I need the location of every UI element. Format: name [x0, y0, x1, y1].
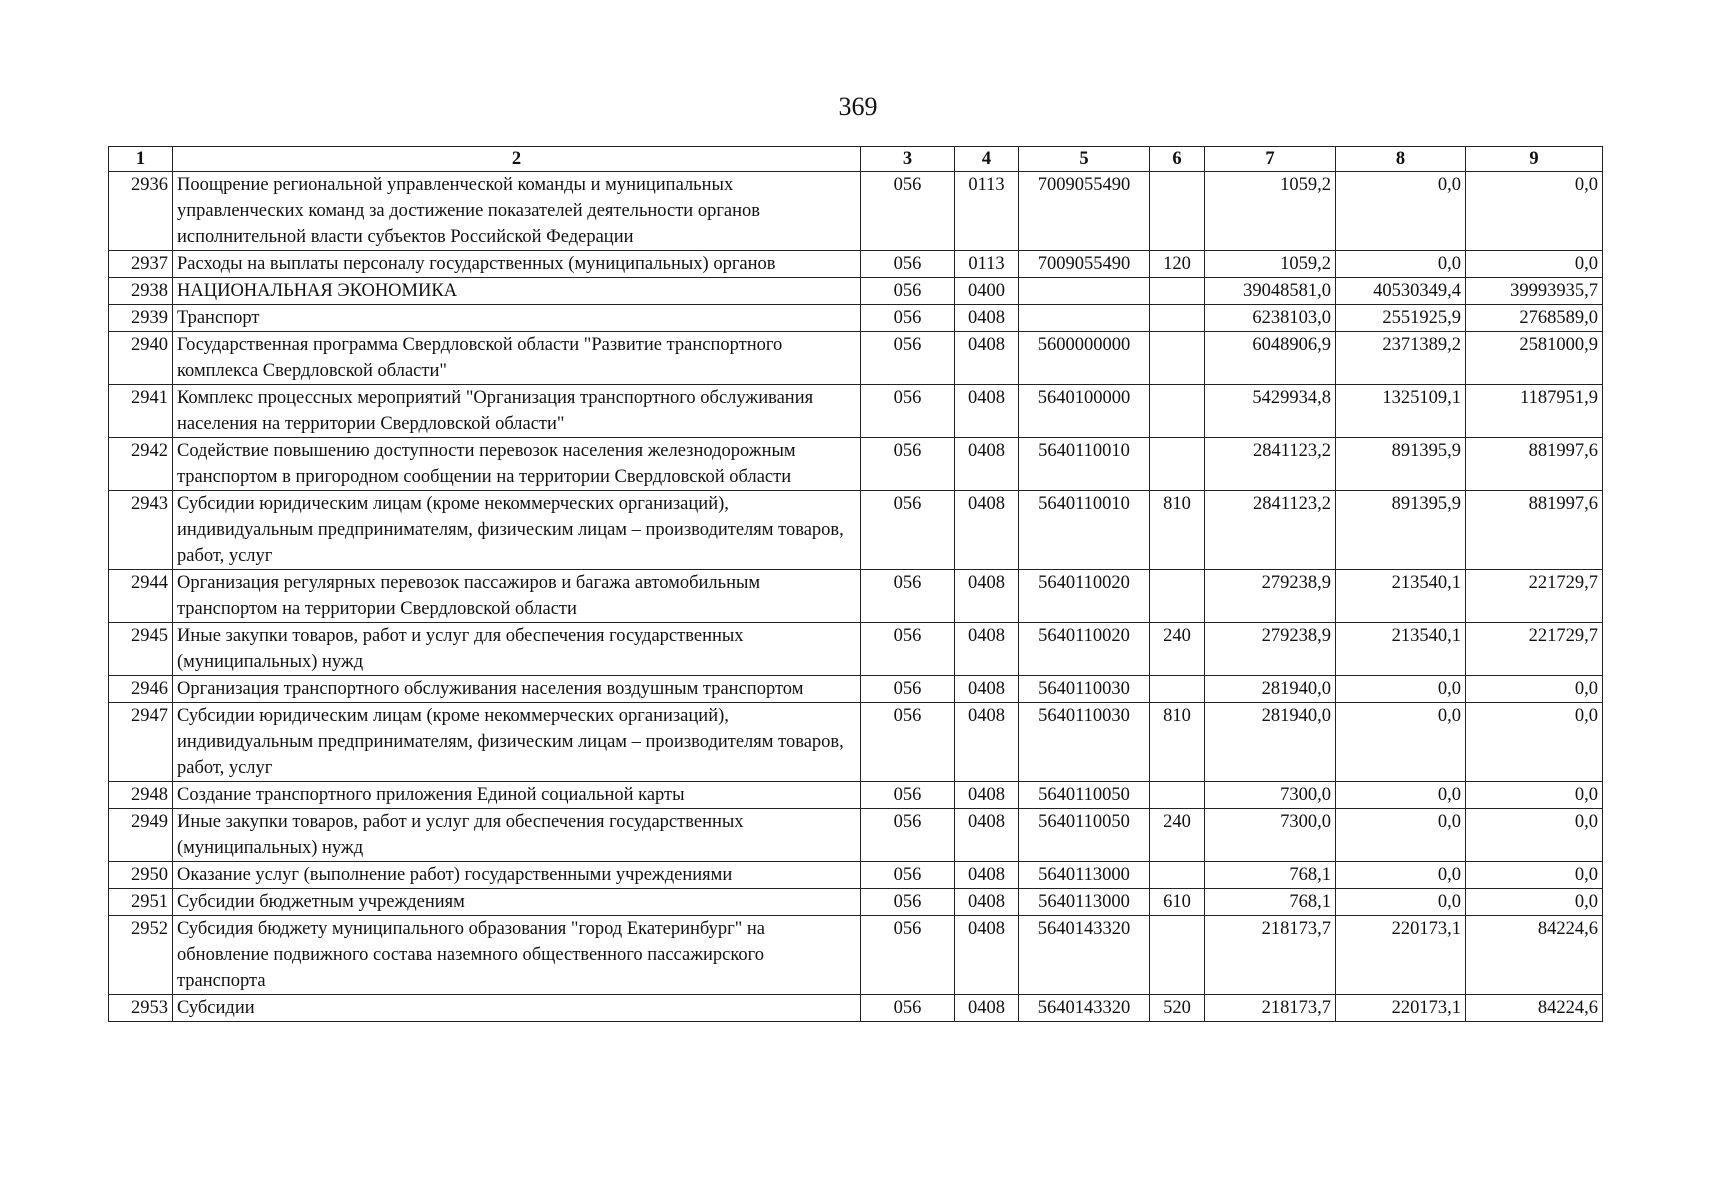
column-header: 7	[1205, 147, 1336, 172]
amount-year2-cell: 2551925,9	[1336, 305, 1466, 332]
amount-year1-cell: 1059,2	[1205, 251, 1336, 278]
table-row	[109, 570, 1603, 623]
ministry-code-cell: 056	[861, 809, 955, 862]
ministry-code-cell: 056	[861, 385, 955, 438]
page-number: 369	[838, 92, 878, 121]
amount-year1-cell: 6238103,0	[1205, 305, 1336, 332]
ministry-code-cell: 056	[861, 491, 955, 570]
amount-year3-cell: 0,0	[1466, 889, 1603, 916]
table-row	[109, 278, 1603, 305]
expense-type-cell	[1150, 862, 1205, 889]
ministry-code-cell: 056	[861, 703, 955, 782]
amount-year3-cell: 881997,6	[1466, 491, 1603, 570]
row-number-cell: 2953	[109, 995, 173, 1022]
expense-type-cell: 120	[1150, 251, 1205, 278]
row-number-cell: 2943	[109, 491, 173, 570]
expense-type-cell	[1150, 385, 1205, 438]
target-code-cell: 5640110030	[1019, 703, 1150, 782]
amount-year2-cell: 891395,9	[1336, 438, 1466, 491]
amount-year2-cell: 213540,1	[1336, 570, 1466, 623]
amount-year3-cell: 84224,6	[1466, 916, 1603, 995]
table-row	[109, 782, 1603, 809]
target-code-cell: 5640110050	[1019, 782, 1150, 809]
section-code-cell: 0408	[955, 676, 1019, 703]
amount-year2-cell: 0,0	[1336, 809, 1466, 862]
expense-type-cell: 810	[1150, 703, 1205, 782]
column-header: 5	[1019, 147, 1150, 172]
ministry-code-cell: 056	[861, 889, 955, 916]
expense-type-cell	[1150, 305, 1205, 332]
row-number-cell: 2952	[109, 916, 173, 995]
amount-year3-cell: 39993935,7	[1466, 278, 1603, 305]
item-name-cell: Организация транспортного обслуживания населения воздушным транспортом	[173, 676, 861, 703]
row-number-cell: 2951	[109, 889, 173, 916]
target-code-cell: 5640143320	[1019, 916, 1150, 995]
amount-year1-cell: 768,1	[1205, 889, 1336, 916]
section-code-cell: 0408	[955, 889, 1019, 916]
section-code-cell: 0408	[955, 332, 1019, 385]
expense-type-cell	[1150, 438, 1205, 491]
amount-year1-cell: 218173,7	[1205, 916, 1336, 995]
amount-year1-cell: 2841123,2	[1205, 438, 1336, 491]
ministry-code-cell: 056	[861, 862, 955, 889]
item-name-cell: Поощрение региональной управленческой команды и муниципальных управленческих команд за достижение показателей деятельности органов исполнительной власти субъектов Российской Федерации	[173, 172, 861, 251]
row-number-cell: 2941	[109, 385, 173, 438]
amount-year2-cell: 1325109,1	[1336, 385, 1466, 438]
table-row	[109, 385, 1603, 438]
ministry-code-cell: 056	[861, 278, 955, 305]
item-name-cell: Создание транспортного приложения Единой социальной карты	[173, 782, 861, 809]
table-row	[109, 623, 1603, 676]
amount-year2-cell: 0,0	[1336, 703, 1466, 782]
row-number-cell: 2940	[109, 332, 173, 385]
section-code-cell: 0113	[955, 172, 1019, 251]
expense-type-cell	[1150, 782, 1205, 809]
amount-year3-cell: 2581000,9	[1466, 332, 1603, 385]
section-code-cell: 0408	[955, 862, 1019, 889]
expense-type-cell: 520	[1150, 995, 1205, 1022]
column-header: 8	[1336, 147, 1466, 172]
amount-year1-cell: 1059,2	[1205, 172, 1336, 251]
target-code-cell: 5640110050	[1019, 809, 1150, 862]
expense-type-cell	[1150, 676, 1205, 703]
amount-year1-cell: 218173,7	[1205, 995, 1336, 1022]
expense-type-cell: 610	[1150, 889, 1205, 916]
item-name-cell: Субсидии юридическим лицам (кроме некоммерческих организаций), индивидуальным предпринимателям, физическим лицам – производителям товаров, работ, услуг	[173, 703, 861, 782]
row-number-cell: 2942	[109, 438, 173, 491]
amount-year3-cell: 0,0	[1466, 703, 1603, 782]
amount-year3-cell: 0,0	[1466, 251, 1603, 278]
column-header: 1	[109, 147, 173, 172]
amount-year1-cell: 281940,0	[1205, 676, 1336, 703]
amount-year2-cell: 891395,9	[1336, 491, 1466, 570]
amount-year2-cell: 0,0	[1336, 251, 1466, 278]
item-name-cell: Расходы на выплаты персоналу государственных (муниципальных) органов	[173, 251, 861, 278]
amount-year3-cell: 84224,6	[1466, 995, 1603, 1022]
target-code-cell: 5640110030	[1019, 676, 1150, 703]
item-name-cell: Субсидии юридическим лицам (кроме некоммерческих организаций), индивидуальным предпринимателям, физическим лицам – производителям товаров, работ, услуг	[173, 491, 861, 570]
row-number-cell: 2949	[109, 809, 173, 862]
item-name-cell: Содействие повышению доступности перевозок населения железнодорожным транспортом в пригородном сообщении на территории Свердловской области	[173, 438, 861, 491]
target-code-cell	[1019, 278, 1150, 305]
section-code-cell: 0408	[955, 438, 1019, 491]
amount-year3-cell: 221729,7	[1466, 623, 1603, 676]
column-header: 3	[861, 147, 955, 172]
section-code-cell: 0400	[955, 278, 1019, 305]
amount-year2-cell: 0,0	[1336, 782, 1466, 809]
target-code-cell: 7009055490	[1019, 172, 1150, 251]
table-row	[109, 491, 1603, 570]
table-row	[109, 332, 1603, 385]
table-header-row	[109, 147, 1603, 172]
row-number-cell: 2948	[109, 782, 173, 809]
table-row	[109, 703, 1603, 782]
amount-year2-cell: 0,0	[1336, 172, 1466, 251]
amount-year3-cell: 881997,6	[1466, 438, 1603, 491]
ministry-code-cell: 056	[861, 332, 955, 385]
amount-year2-cell: 40530349,4	[1336, 278, 1466, 305]
target-code-cell: 5640110010	[1019, 438, 1150, 491]
item-name-cell: Государственная программа Свердловской области "Развитие транспортного комплекса Свердловской области"	[173, 332, 861, 385]
item-name-cell: Оказание услуг (выполнение работ) государственными учреждениями	[173, 862, 861, 889]
amount-year2-cell: 220173,1	[1336, 995, 1466, 1022]
amount-year1-cell: 768,1	[1205, 862, 1336, 889]
item-name-cell: Комплекс процессных мероприятий "Организация транспортного обслуживания населения на территории Свердловской области"	[173, 385, 861, 438]
row-number-cell: 2945	[109, 623, 173, 676]
item-name-cell: НАЦИОНАЛЬНАЯ ЭКОНОМИКА	[173, 278, 861, 305]
target-code-cell: 5640100000	[1019, 385, 1150, 438]
amount-year1-cell: 5429934,8	[1205, 385, 1336, 438]
section-code-cell: 0408	[955, 995, 1019, 1022]
amount-year1-cell: 279238,9	[1205, 623, 1336, 676]
ministry-code-cell: 056	[861, 251, 955, 278]
item-name-cell: Организация регулярных перевозок пассажиров и багажа автомобильным транспортом на территории Свердловской области	[173, 570, 861, 623]
expense-type-cell	[1150, 916, 1205, 995]
section-code-cell: 0408	[955, 782, 1019, 809]
expense-type-cell	[1150, 172, 1205, 251]
target-code-cell: 5640113000	[1019, 889, 1150, 916]
ministry-code-cell: 056	[861, 623, 955, 676]
target-code-cell: 5640110010	[1019, 491, 1150, 570]
row-number-cell: 2939	[109, 305, 173, 332]
target-code-cell: 5640113000	[1019, 862, 1150, 889]
table-row	[109, 438, 1603, 491]
row-number-cell: 2938	[109, 278, 173, 305]
item-name-cell: Иные закупки товаров, работ и услуг для обеспечения государственных (муниципальных) нужд	[173, 809, 861, 862]
row-number-cell: 2947	[109, 703, 173, 782]
amount-year2-cell: 2371389,2	[1336, 332, 1466, 385]
budget-table	[108, 146, 1603, 1022]
table-body	[109, 172, 1603, 1022]
amount-year3-cell: 2768589,0	[1466, 305, 1603, 332]
section-code-cell: 0408	[955, 703, 1019, 782]
amount-year2-cell: 0,0	[1336, 676, 1466, 703]
amount-year1-cell: 2841123,2	[1205, 491, 1336, 570]
column-header: 6	[1150, 147, 1205, 172]
amount-year1-cell: 279238,9	[1205, 570, 1336, 623]
ministry-code-cell: 056	[861, 438, 955, 491]
column-header: 4	[955, 147, 1019, 172]
expense-type-cell	[1150, 278, 1205, 305]
target-code-cell: 7009055490	[1019, 251, 1150, 278]
amount-year3-cell: 0,0	[1466, 862, 1603, 889]
column-header: 2	[173, 147, 861, 172]
row-number-cell: 2946	[109, 676, 173, 703]
table-row	[109, 862, 1603, 889]
expense-type-cell: 810	[1150, 491, 1205, 570]
expense-type-cell: 240	[1150, 809, 1205, 862]
section-code-cell: 0113	[955, 251, 1019, 278]
ministry-code-cell: 056	[861, 916, 955, 995]
ministry-code-cell: 056	[861, 305, 955, 332]
section-code-cell: 0408	[955, 385, 1019, 438]
amount-year2-cell: 213540,1	[1336, 623, 1466, 676]
amount-year3-cell: 221729,7	[1466, 570, 1603, 623]
amount-year2-cell: 220173,1	[1336, 916, 1466, 995]
item-name-cell: Иные закупки товаров, работ и услуг для обеспечения государственных (муниципальных) нужд	[173, 623, 861, 676]
table-row	[109, 809, 1603, 862]
target-code-cell: 5640143320	[1019, 995, 1150, 1022]
table-row	[109, 916, 1603, 995]
amount-year3-cell: 0,0	[1466, 782, 1603, 809]
target-code-cell	[1019, 305, 1150, 332]
amount-year1-cell: 7300,0	[1205, 782, 1336, 809]
ministry-code-cell: 056	[861, 782, 955, 809]
table-row	[109, 172, 1603, 251]
amount-year1-cell: 7300,0	[1205, 809, 1336, 862]
ministry-code-cell: 056	[861, 676, 955, 703]
item-name-cell: Субсидии	[173, 995, 861, 1022]
table-row	[109, 676, 1603, 703]
section-code-cell: 0408	[955, 623, 1019, 676]
target-code-cell: 5640110020	[1019, 570, 1150, 623]
section-code-cell: 0408	[955, 570, 1019, 623]
item-name-cell: Субсидии бюджетным учреждениям	[173, 889, 861, 916]
ministry-code-cell: 056	[861, 172, 955, 251]
target-code-cell: 5600000000	[1019, 332, 1150, 385]
section-code-cell: 0408	[955, 809, 1019, 862]
amount-year3-cell: 0,0	[1466, 676, 1603, 703]
section-code-cell: 0408	[955, 305, 1019, 332]
item-name-cell: Субсидия бюджету муниципального образования "город Екатеринбург" на обновление подвижного состава наземного общественного пассажирского транспорта	[173, 916, 861, 995]
column-header: 9	[1466, 147, 1603, 172]
row-number-cell: 2950	[109, 862, 173, 889]
amount-year3-cell: 0,0	[1466, 172, 1603, 251]
amount-year1-cell: 281940,0	[1205, 703, 1336, 782]
row-number-cell: 2944	[109, 570, 173, 623]
expense-type-cell	[1150, 332, 1205, 385]
amount-year3-cell: 0,0	[1466, 809, 1603, 862]
table-row	[109, 251, 1603, 278]
expense-type-cell	[1150, 570, 1205, 623]
amount-year3-cell: 1187951,9	[1466, 385, 1603, 438]
amount-year1-cell: 39048581,0	[1205, 278, 1336, 305]
table-row	[109, 995, 1603, 1022]
section-code-cell: 0408	[955, 916, 1019, 995]
table-row	[109, 889, 1603, 916]
amount-year2-cell: 0,0	[1336, 862, 1466, 889]
item-name-cell: Транспорт	[173, 305, 861, 332]
amount-year2-cell: 0,0	[1336, 889, 1466, 916]
target-code-cell: 5640110020	[1019, 623, 1150, 676]
amount-year1-cell: 6048906,9	[1205, 332, 1336, 385]
table-row	[109, 305, 1603, 332]
expense-type-cell: 240	[1150, 623, 1205, 676]
section-code-cell: 0408	[955, 491, 1019, 570]
ministry-code-cell: 056	[861, 995, 955, 1022]
ministry-code-cell: 056	[861, 570, 955, 623]
row-number-cell: 2937	[109, 251, 173, 278]
row-number-cell: 2936	[109, 172, 173, 251]
